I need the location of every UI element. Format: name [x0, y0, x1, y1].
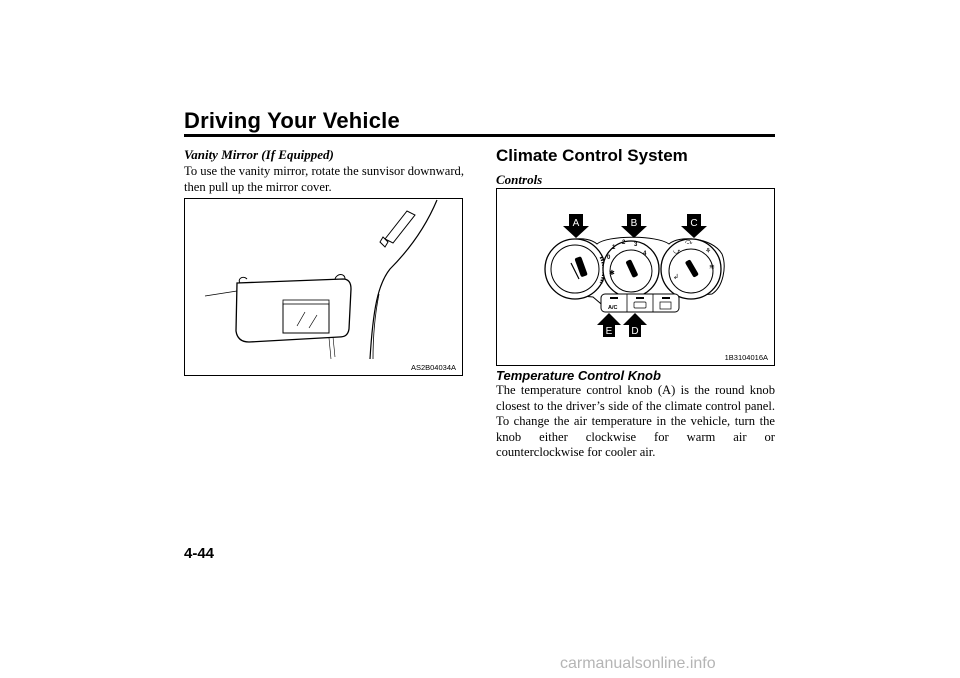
callout-c [681, 214, 707, 238]
svg-text:C: C [690, 218, 698, 229]
fan-speed-1: 1 [612, 245, 616, 251]
temperature-knob-heading: Temperature Control Knob [496, 368, 661, 383]
controls-subheading: Controls [496, 172, 543, 187]
fan-speed-2: 2 [622, 240, 626, 246]
climate-figure-code: 1B3104016A [724, 353, 768, 362]
fan-speed-0: 0 [607, 255, 611, 261]
ac-button-label: A/C [608, 305, 618, 311]
callout-e [597, 313, 621, 337]
sunvisor-figure-code: AS2B04034A [410, 363, 456, 372]
svg-text:E: E [605, 326, 613, 337]
page-number: 4-44 [184, 545, 215, 562]
temperature-knob-paragraph: The temperature control knob (A) is the round knob closest to the driver’s side of the climate control panel. To change the air temperature in the vehicle, turn the knob either clockwise for warm air or counterclockwise for cooler air. [496, 383, 775, 460]
vent-floor-icon: ⚘ [705, 248, 712, 255]
watermark: carmanualsonline.info [560, 655, 716, 672]
svg-text:A: A [572, 218, 580, 229]
climate-control-section-title: Climate Control System [496, 146, 688, 165]
callout-d [623, 313, 647, 337]
vent-bilevel-icon: ⤼ [685, 239, 693, 246]
callout-a [563, 214, 589, 238]
page-header-title: Driving Your Vehicle [184, 108, 400, 133]
sunvisor-illustration [185, 199, 462, 375]
fan-icon: ✱ [609, 270, 615, 277]
vanity-mirror-subheading: Vanity Mirror (If Equipped) [184, 147, 334, 162]
climate-panel-figure [496, 188, 775, 366]
vent-mix-icon: ↲ [673, 274, 679, 281]
vent-face-icon: ⤻ [673, 248, 681, 255]
vanity-mirror-paragraph: To use the vanity mirror, rotate the sunvisor downward, then pull up the mirror cover. [184, 164, 464, 194]
vent-defrost-icon: ≋ [709, 264, 715, 271]
callout-b [621, 214, 647, 238]
svg-text:B: B [630, 218, 638, 229]
header-rule [184, 134, 775, 137]
climate-panel-illustration [497, 189, 774, 365]
sunvisor-figure [184, 198, 463, 376]
svg-text:D: D [631, 326, 639, 337]
fan-speed-4: 4 [643, 251, 647, 257]
fan-speed-3: 3 [634, 242, 638, 248]
